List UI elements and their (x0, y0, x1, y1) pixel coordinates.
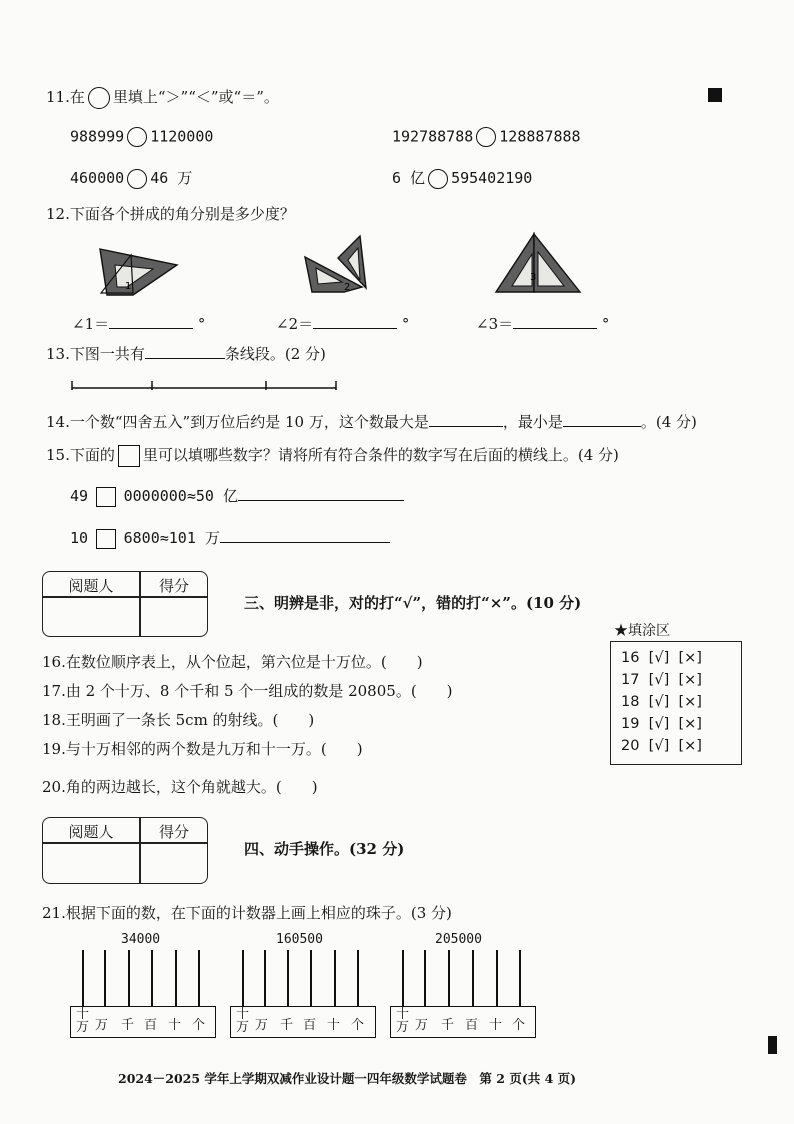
false-bubble[interactable]: [×] (678, 738, 702, 754)
q15-item-1: 49 0000000≈50 亿 (70, 485, 404, 507)
fill-row-18: 18 [√] [×] (621, 694, 702, 710)
registration-mark-top (708, 88, 722, 102)
compare-circle-2[interactable] (476, 127, 496, 147)
statement-17: 17.由 2 个十万、8 个千和 5 个一组成的数是 20805。( ) (42, 682, 453, 700)
compare-circle-4[interactable] (428, 169, 448, 189)
answer-blank[interactable] (220, 542, 390, 543)
counter-number-1: 34000 (121, 932, 161, 947)
answer-blank-min[interactable] (563, 426, 641, 427)
answer-blank[interactable] (313, 328, 397, 329)
compare-circle-1[interactable] (127, 127, 147, 147)
q11-prompt: 11.在 里填上“＞”“＜”或“＝”。 (46, 86, 279, 109)
digit-box-1[interactable] (96, 487, 116, 507)
score-input[interactable] (140, 598, 208, 636)
q21-prompt: 21.根据下面的数，在下面的计数器上画上相应的珠子。(3 分) (42, 904, 452, 922)
answer-blank[interactable] (513, 328, 597, 329)
answer-blank[interactable] (238, 500, 404, 501)
fill-row-20: 20 [√] [×] (621, 738, 702, 754)
statement-19: 19.与十万相邻的两个数是九万和十一万。( ) (42, 740, 363, 758)
score-label: 得分 (158, 577, 189, 595)
reviewer-label: 阅题人 (68, 577, 114, 595)
section4-title: 四、动手操作。(32 分) (244, 840, 405, 858)
fill-row-19: 19 [√] [×] (621, 716, 702, 732)
q14-prompt: 14.一个数“四舍五入”到万位后约是 10 万，这个数最大是 ，最小是 。(4 分) (46, 413, 697, 431)
q11-item-3: 460000 46 万 (70, 169, 193, 187)
q15-prompt: 15.下面的 里可以填哪些数字？请将所有符合条件的数字写在后面的横线上。(4 分) (46, 444, 619, 467)
score-label: 得分 (158, 823, 189, 841)
statement-18: 18.王明画了一条长 5cm 的射线。( ) (42, 711, 315, 729)
fill-area-box (610, 641, 742, 765)
registration-mark-bottom (768, 1036, 777, 1054)
digit-box-2[interactable] (96, 529, 116, 549)
true-bubble[interactable]: [√] (648, 716, 670, 732)
statement-20: 20.角的两边越长，这个角就越大。( ) (42, 778, 318, 796)
q11-item-1: 988999 1120000 (70, 127, 214, 146)
q12-answer-2: ∠2＝ ° (276, 315, 410, 333)
false-bubble[interactable]: [×] (678, 650, 702, 666)
answer-blank[interactable] (145, 358, 225, 359)
fill-area-title: ★填涂区 (614, 623, 670, 639)
compare-circle-3[interactable] (127, 169, 147, 189)
false-bubble[interactable]: [×] (678, 672, 702, 688)
true-bubble[interactable]: [√] (648, 738, 670, 754)
statement-16: 16.在数位顺序表上，从个位起，第六位是十万位。( ) (42, 653, 423, 671)
angle-label-2: 2 (344, 282, 351, 293)
angle-label-1: 1 (125, 281, 132, 292)
counter-number-3: 205000 (435, 932, 482, 947)
counter-number-2: 160500 (276, 932, 323, 947)
fill-row-17: 17 [√] [×] (621, 672, 702, 688)
q13-prompt: 13.下图一共有 条线段。(2 分) (46, 345, 326, 363)
false-bubble[interactable]: [×] (678, 694, 702, 710)
angle-label-3: 3 (530, 272, 537, 283)
set-square-figure-2 (300, 232, 380, 298)
q15-item-2: 10 6800≈101 万 (70, 527, 390, 549)
set-square-figure-3 (492, 230, 584, 296)
line-segment-figure (70, 374, 340, 394)
true-bubble[interactable]: [√] (648, 694, 670, 710)
q11-item-4: 6 亿 595402190 (392, 169, 533, 187)
score-input[interactable] (140, 844, 208, 883)
q12-answer-1: ∠1＝ ° (72, 315, 206, 333)
q11-item-2: 192788788 128887888 (392, 127, 581, 146)
score-box-section4 (42, 817, 208, 884)
q12-answer-3: ∠3＝ ° (476, 315, 610, 333)
fill-row-16: 16 [√] [×] (621, 650, 702, 666)
q12-prompt: 12.下面各个拼成的角分别是多少度？ (46, 205, 295, 223)
page-footer: 2024－2025 学年上学期双减作业设计题一四年级数学试题卷 第 2 页(共 4 页) (118, 1071, 577, 1086)
answer-blank-max[interactable] (429, 426, 503, 427)
true-bubble[interactable]: [√] (648, 650, 670, 666)
set-square-figure-1 (95, 243, 185, 299)
answer-blank[interactable] (109, 328, 193, 329)
square-placeholder (118, 445, 140, 467)
true-bubble[interactable]: [√] (648, 672, 670, 688)
circle-placeholder (88, 87, 110, 109)
score-box-section3 (42, 571, 208, 637)
section3-title: 三、明辨是非，对的打“√”，错的打“×”。(10 分) (244, 594, 582, 612)
reviewer-label: 阅题人 (68, 823, 114, 841)
false-bubble[interactable]: [×] (678, 716, 702, 732)
